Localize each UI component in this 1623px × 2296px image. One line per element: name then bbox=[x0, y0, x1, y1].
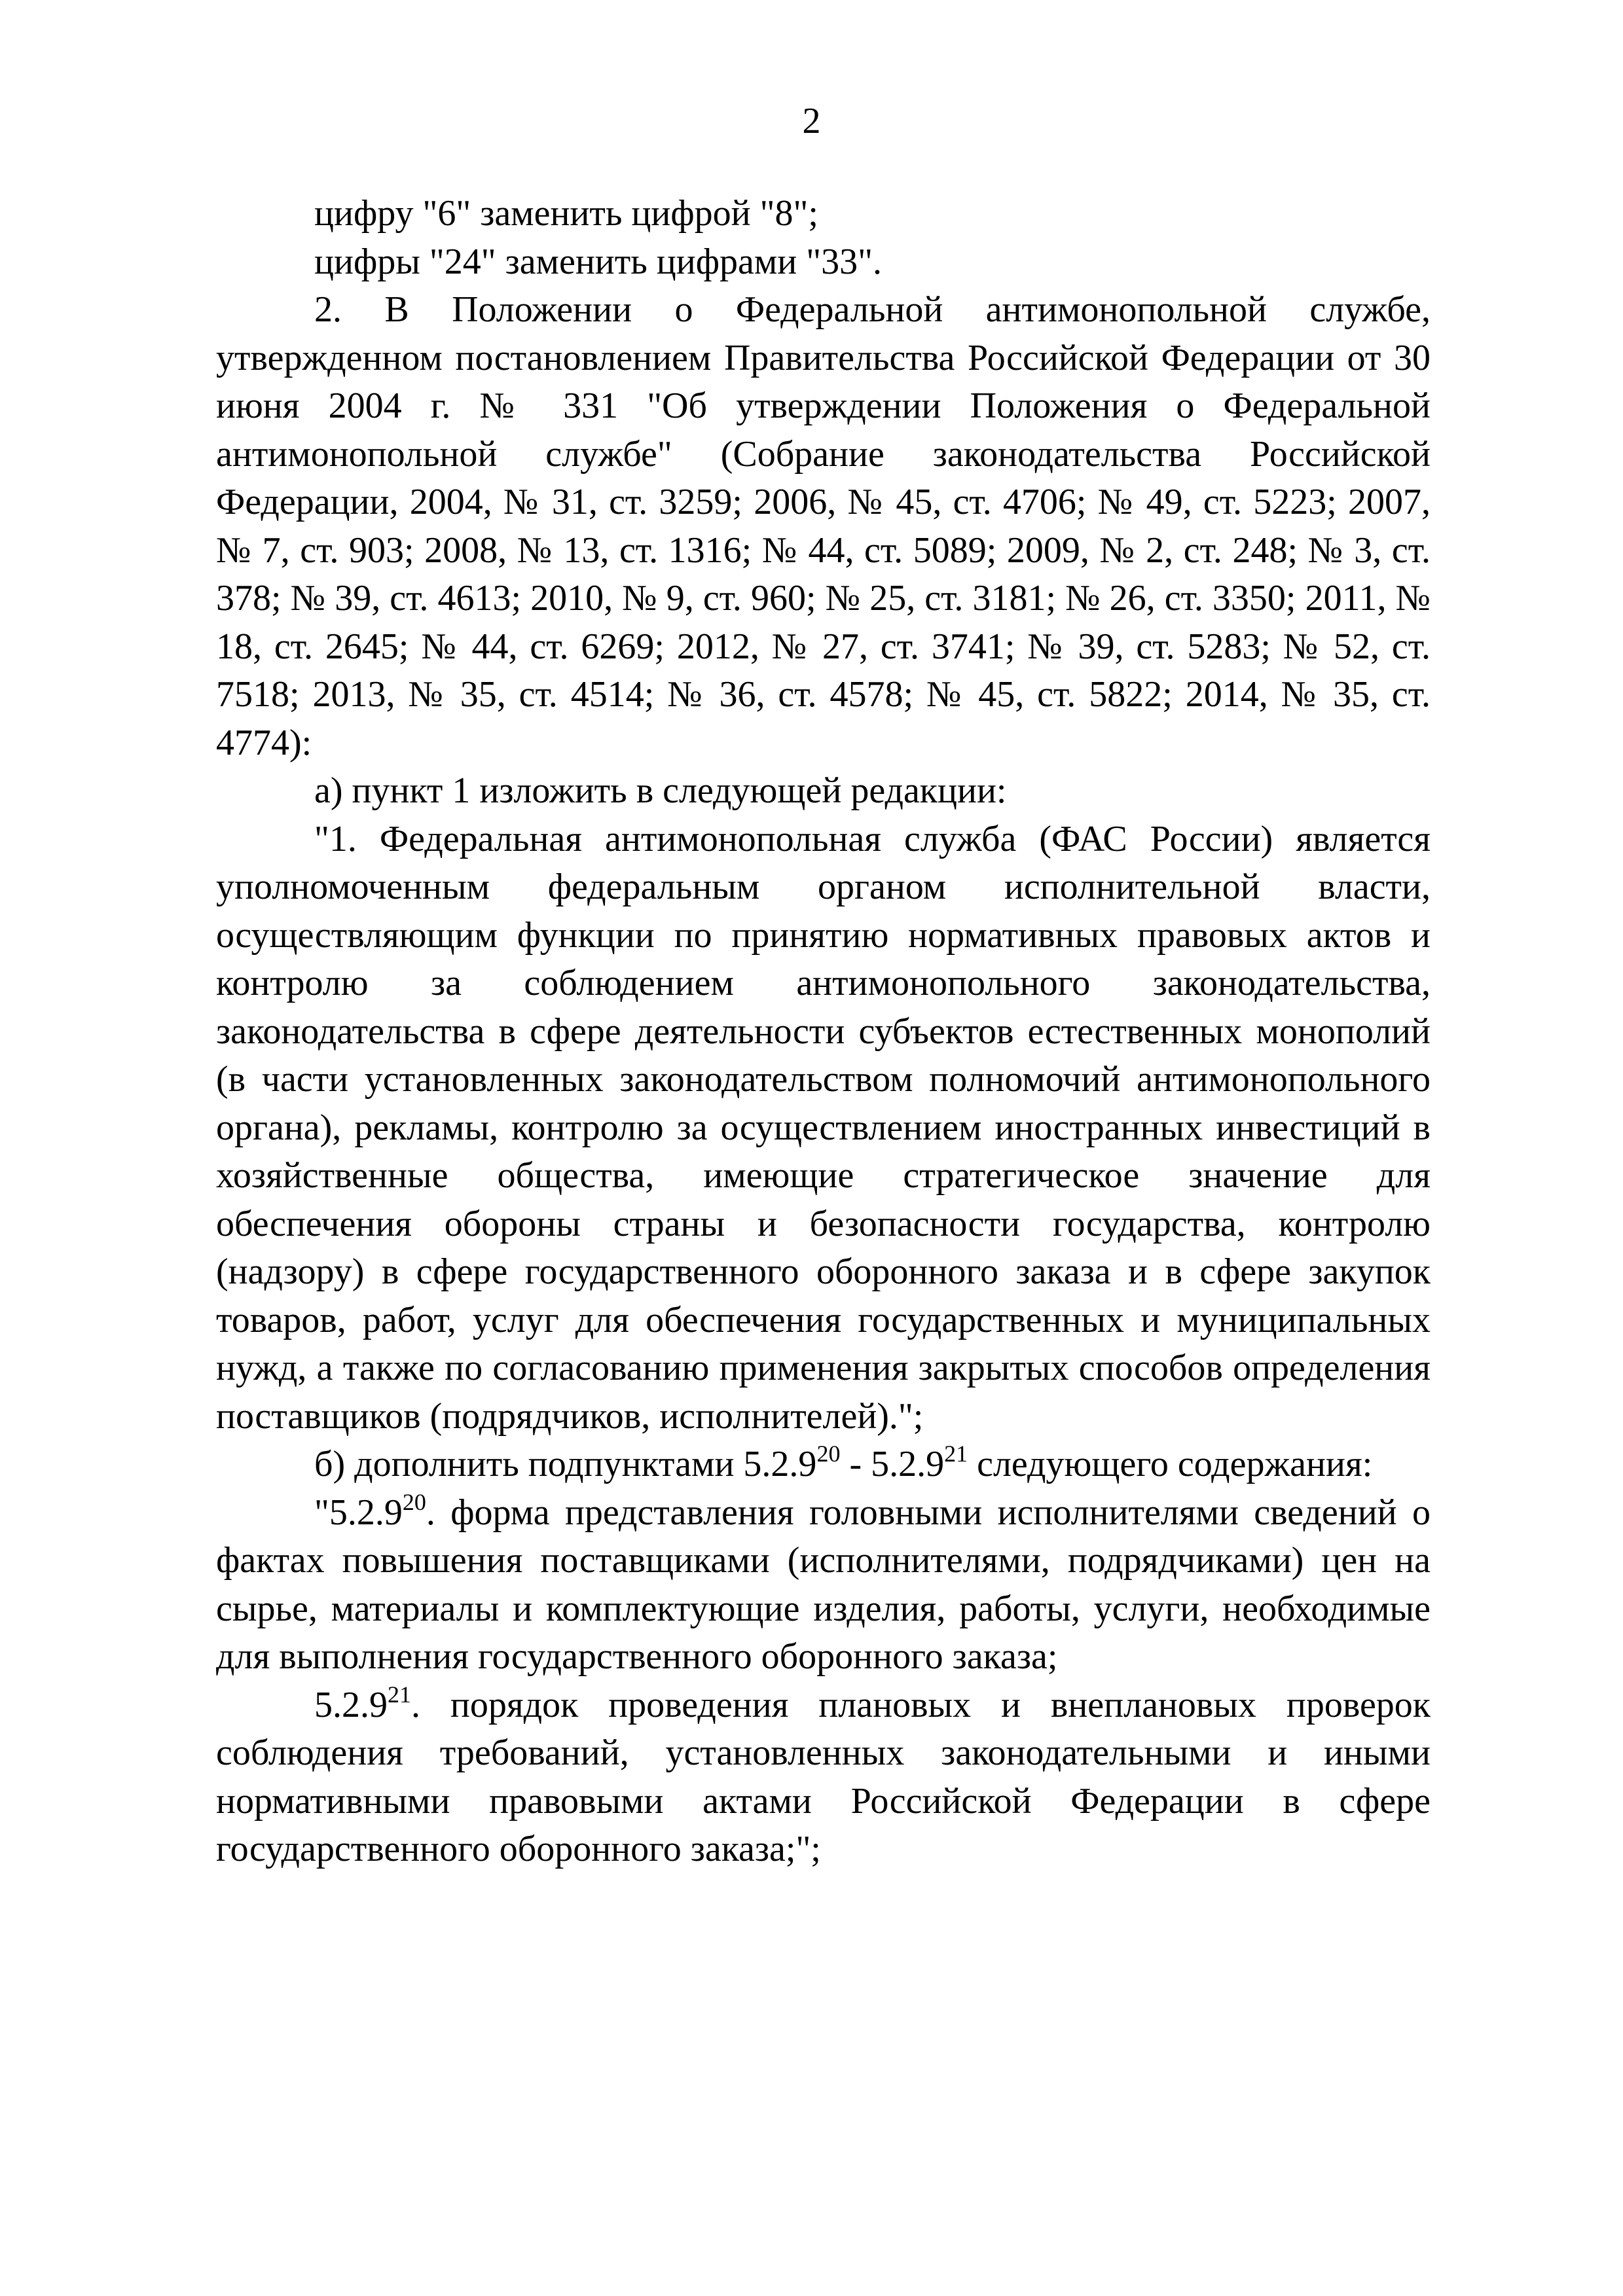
item-b-superscript-20: 20 bbox=[816, 1441, 841, 1467]
subitem-20-number: "5.2.9 bbox=[314, 1492, 403, 1533]
item-b-superscript-21: 21 bbox=[944, 1441, 968, 1467]
subitem-20-superscript: 20 bbox=[402, 1488, 426, 1515]
paragraph-item-a: а) пункт 1 изложить в следующей редакции: bbox=[314, 770, 1007, 811]
paragraph-item-b bbox=[216, 1441, 1431, 1489]
subitem-21-superscript: 21 bbox=[388, 1681, 411, 1708]
paragraph-digit-6: цифру "6" заменить цифрой "8"; bbox=[314, 193, 818, 234]
page-number: 2 bbox=[802, 101, 821, 141]
item-b-text-1: б) дополнить подпунктами 5.2.9 bbox=[314, 1444, 817, 1484]
subitem-21-text: . порядок проведения плановых и внеплановых проверок соблюдения требований, установленных законодательными и иными нормативными правовыми актами Российской Федерации в сфере государственного оборонного заказа;"; bbox=[216, 1684, 1431, 1869]
paragraph-point-1-text: "1. Федеральная антимонопольная служба (ФАС России) является уполномоченным федеральным органом исполнительной власти, осуществляющим функции по принятию нормативных правовых актов и контролю за соблюдением антимонопольного законодательства, законодательства в сфере деятельности субъектов естественных монополий (в части установленных законодательством полномочий антимонопольного органа), рекламы, контролю за осуществлением иностранных инвестиций в хозяйственные общества, имеющие стратегическое значение для обеспечения обороны страны и безопасности государства, контролю (надзору) в сфере государственного оборонного заказа и в сфере закупок товаров, работ, услуг для обеспечения государственных и муниципальных нужд, а также по согласованию применения закрытых способов определения поставщиков (подрядчиков, исполнителей)."; bbox=[216, 818, 1431, 1437]
subitem-20-text: . форма представления головными исполнителями сведений о фактах повышения поставщиками (исполнителями, подрядчиками) цен на сырье, материалы и комплектующие изделия, работы, услуги, необходимые для выполнения государственного оборонного заказа; bbox=[216, 1492, 1431, 1677]
paragraph-digits-24: цифры "24" заменить цифрами "33". bbox=[314, 241, 882, 282]
item-b-text-2: - 5.2.9 bbox=[840, 1444, 945, 1484]
paragraph-subitem-5-2-9-21 bbox=[216, 1681, 1431, 1874]
document-body bbox=[216, 190, 1431, 1874]
paragraph-subitem-5-2-9-20 bbox=[216, 1489, 1431, 1681]
subitem-21-number: 5.2.9 bbox=[314, 1684, 388, 1725]
paragraph-item-2: 2. В Положении о Федеральной антимонопольной службе, утвержденном постановлением Правительства Российской Федерации от 30 июня 2004 г. № 331 "Об утверждении Положения о Федеральной антимонопольной службе" (Собрание законодательства Российской Федерации, 2004, № 31, ст. 3259; 2006, № 45, ст. 4706; № 49, ст. 5223; 2007, № 7, ст. 903; 2008, № 13, ст. 1316; № 44, ст. 5089; 2009, № 2, ст. 248; № 3, ст. 378; № 39, ст. 4613; 2010, № 9, ст. 960; № 25, ст. 3181; № 26, ст. 3350; 2011, № 18, ст. 2645; № 44, ст. 6269; 2012, № 27, ст. 3741; № 39, ст. 5283; № 52, ст. 7518; 2013, № 35, ст. 4514; № 36, ст. 4578; № 45, ст. 5822; 2014, № 35, ст. 4774): bbox=[216, 289, 1431, 763]
item-b-text-3: следующего содержания: bbox=[968, 1444, 1373, 1484]
